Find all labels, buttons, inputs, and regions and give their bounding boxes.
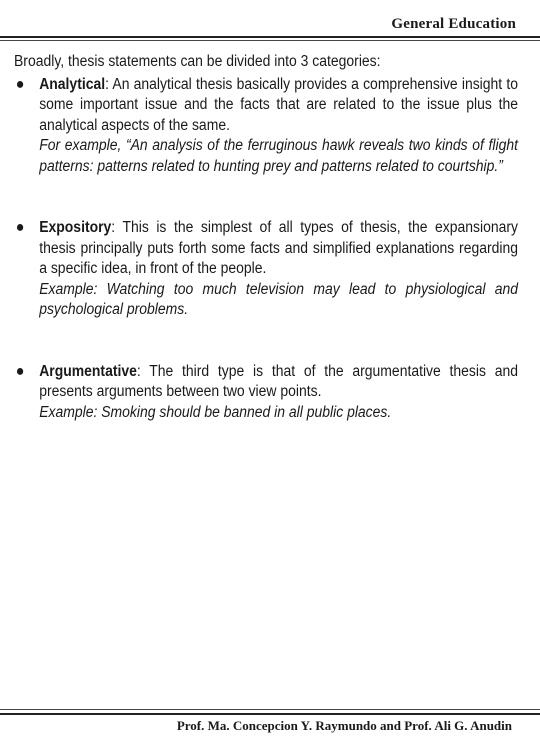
spacer <box>14 177 518 218</box>
example-text: Example: Smoking should be banned in all public places. <box>39 403 392 421</box>
footer-rule-thick <box>0 713 540 715</box>
footer-credit: Prof. Ma. Concepcion Y. Raymundo and Prof. Ali G. Anudin <box>176 718 512 733</box>
header-rule-thin <box>0 40 540 41</box>
list-item-argumentative <box>14 362 518 424</box>
list-item-analytical <box>14 75 518 178</box>
term-label: Analytical <box>39 75 106 93</box>
bullet-icon: ● <box>15 75 25 93</box>
header-rule-thick <box>0 36 540 38</box>
term-label: Argumentative <box>39 362 137 380</box>
bullet-icon: ● <box>15 219 25 236</box>
example-text: Example: Watching too much television may lead to physiological and psychological problems. <box>39 280 518 318</box>
list-item-expository <box>14 218 518 321</box>
term-description: : An analytical thesis basically provides a comprehensive insight to some important issue and the facts that are related to the issue plus the analytical aspects of the same. <box>39 75 518 134</box>
example-text: For example, “An analysis of the ferruginous hawk reveals two kinds of flight patterns: patterns related to hunting prey and patterns related to courtship.” <box>39 137 518 175</box>
footer-rule-thin <box>0 709 540 710</box>
main-content <box>14 52 518 423</box>
page-header-title: General Education <box>391 16 516 32</box>
term-label: Expository <box>39 219 112 236</box>
bullet-icon: ● <box>15 362 25 380</box>
term-description: : This is the simplest of all types of thesis, the expansionary thesis principally puts forth some facts and simplified explanations regarding a specific idea, in front of the people. <box>39 219 518 277</box>
intro-paragraph: Broadly, thesis statements can be divided into 3 categories: <box>14 53 381 70</box>
spacer <box>14 321 518 362</box>
term-description: : The third type is that of the argumentative thesis and presents arguments between two view points. <box>39 362 518 400</box>
